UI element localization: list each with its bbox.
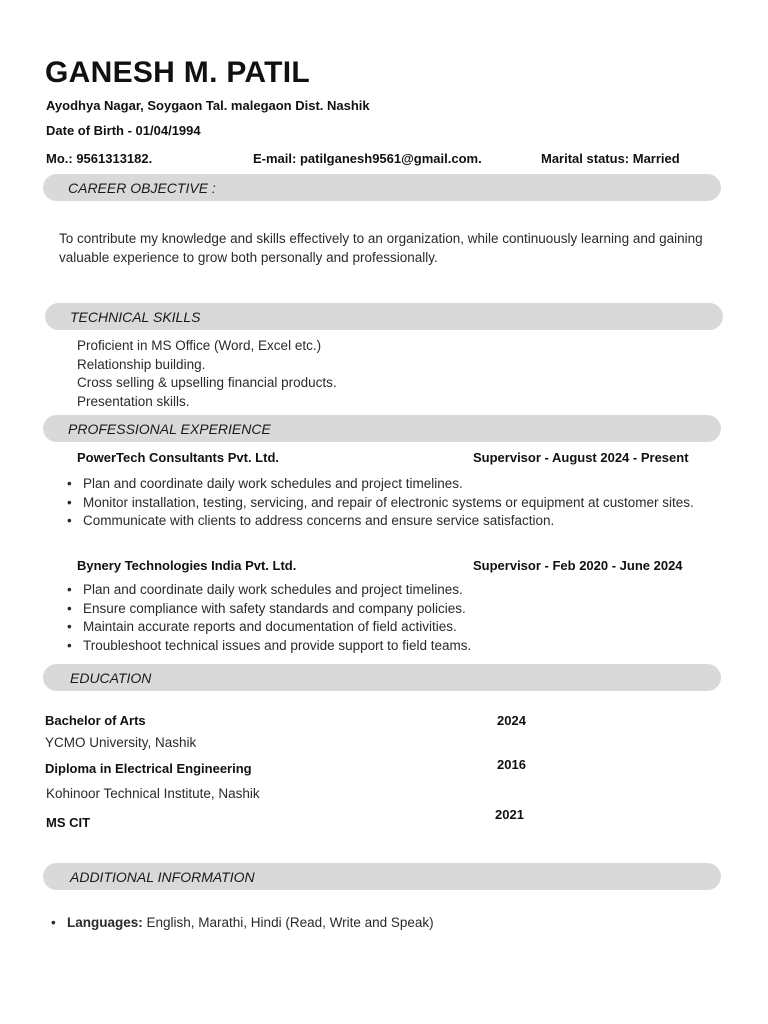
career-objective-title: CAREER OBJECTIVE : xyxy=(68,180,216,196)
degree-year: 2021 xyxy=(495,807,524,822)
date-of-birth: Date of Birth - 01/04/1994 xyxy=(46,123,201,138)
candidate-name: GANESH M. PATIL xyxy=(45,56,311,89)
list-item: Presentation skills. xyxy=(77,393,190,409)
list-item: • Plan and coordinate daily work schedules and project timelines. xyxy=(83,475,703,494)
institute-name: Kohinoor Technical Institute, Nashik xyxy=(46,786,260,801)
technical-skills-title: TECHNICAL SKILLS xyxy=(70,309,201,325)
mobile-number: Mo.: 9561313182. xyxy=(46,151,153,166)
additional-information-title: ADDITIONAL INFORMATION xyxy=(70,869,255,885)
degree-name: Bachelor of Arts xyxy=(45,713,146,728)
list-item: • Communicate with clients to address concerns and ensure service satisfaction. xyxy=(83,512,703,531)
languages-value: English, Marathi, Hindi (Read, Write and Speak) xyxy=(142,915,434,930)
job-role-dates: Supervisor - Feb 2020 - June 2024 xyxy=(473,558,683,573)
list-item: • Monitor installation, testing, servicing, and repair of electronic systems or equipment at customer sites. xyxy=(83,494,703,513)
skills-list xyxy=(77,337,337,411)
degree-year: 2024 xyxy=(497,713,526,728)
marital-status: Marital status: Married xyxy=(541,151,680,166)
languages-item xyxy=(67,915,434,930)
institute-name: YCMO University, Nashik xyxy=(45,735,197,750)
list-item: • Ensure compliance with safety standards and company policies. xyxy=(83,600,703,619)
list-item: Relationship building. xyxy=(77,356,206,372)
degree-name: Diploma in Electrical Engineering xyxy=(45,761,252,776)
list-item: • Plan and coordinate daily work schedules and project timelines. xyxy=(83,581,703,600)
experience-bullets xyxy=(83,581,703,655)
professional-experience-header xyxy=(43,415,721,442)
list-item: Proficient in MS Office (Word, Excel etc.) xyxy=(77,338,322,353)
list-item: Cross selling & upselling financial products. xyxy=(77,375,337,390)
email-address: E-mail: patilganesh9561@gmail.com. xyxy=(253,151,482,166)
experience-bullets xyxy=(83,475,703,531)
career-objective-text: To contribute my knowledge and skills effectively to an organization, while continuously learning and gaining valuable experience to grow both personally and professionally. xyxy=(59,231,703,265)
job-role-dates: Supervisor - August 2024 - Present xyxy=(473,450,689,465)
education-header xyxy=(43,664,721,691)
company-name: PowerTech Consultants Pvt. Ltd. xyxy=(77,450,280,465)
degree-name: MS CIT xyxy=(46,815,91,830)
languages-label: Languages: xyxy=(67,915,143,930)
career-objective-header xyxy=(43,174,721,201)
address: Ayodhya Nagar, Soygaon Tal. malegaon Dist. Nashik xyxy=(46,98,370,113)
professional-experience-title: PROFESSIONAL EXPERIENCE xyxy=(68,421,271,437)
list-item: • Troubleshoot technical issues and provide support to field teams. xyxy=(83,637,703,656)
additional-information-header xyxy=(43,863,721,890)
education-title: EDUCATION xyxy=(70,670,152,686)
technical-skills-header xyxy=(45,303,723,330)
list-item: • Maintain accurate reports and documentation of field activities. xyxy=(83,618,703,637)
degree-year: 2016 xyxy=(497,757,526,772)
company-name: Bynery Technologies India Pvt. Ltd. xyxy=(77,558,297,573)
